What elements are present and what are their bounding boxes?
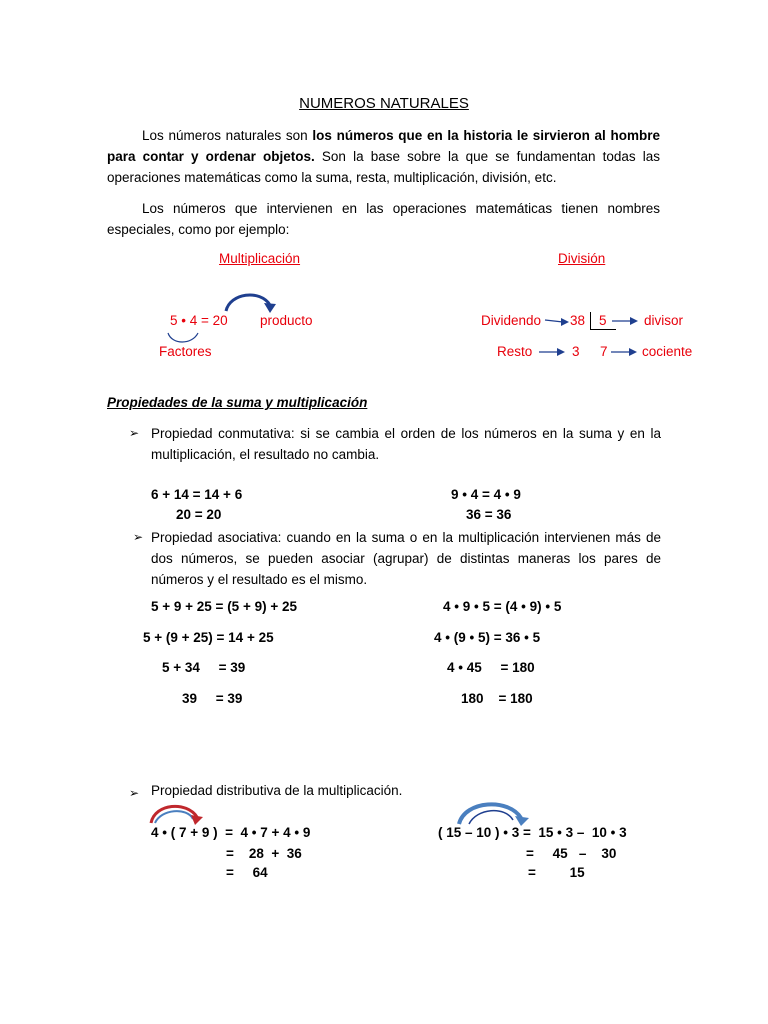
arrow-right-icon: [539, 347, 565, 357]
distributive-right-line1: ( 15 – 10 ) • 3 = 15 • 3 – 10 • 3: [438, 825, 627, 840]
arrow-right-icon: [611, 347, 637, 357]
associative-sum-line3: 5 + 34 = 39: [162, 660, 246, 675]
distributive-right-line3: = 15: [528, 865, 585, 880]
intro-paragraph-2: Los números que intervienen en las operaciones matemáticas tienen nombres especiales, como por ejemplo:: [107, 201, 660, 237]
divisor-label: divisor: [644, 313, 684, 328]
arrow-right-icon: [545, 317, 569, 327]
remainder-label: Resto: [497, 344, 533, 359]
quotient-label: cociente: [642, 344, 693, 359]
commutative-sum-line2: 20 = 20: [176, 507, 222, 522]
associative-sum-line1: 5 + 9 + 25 = (5 + 9) + 25: [151, 599, 297, 614]
quotient-value: 7: [600, 344, 608, 359]
remainder-value: 3: [572, 344, 580, 359]
multiplication-expression: 5 • 4 = 20: [170, 313, 228, 328]
multiplication-heading: Multiplicación: [219, 251, 301, 266]
associative-mult-line2: 4 • (9 • 5) = 36 • 5: [434, 630, 541, 645]
distributive-left-line1: 4 • ( 7 + 9 ) = 4 • 7 + 4 • 9: [151, 825, 311, 840]
distributive-left-line3: = 64: [226, 865, 268, 880]
associative-mult-line4: 180 = 180: [461, 691, 533, 706]
page-title: NUMEROS NATURALES: [299, 95, 469, 112]
division-bar-horizontal: [590, 329, 616, 330]
intro-paragraph-1: Los números naturales son los números que en la historia le sirvieron al hombre para contar y ordenar objetos. Son la base sobre la que se fundamentan todas las operaciones matemáticas como la suma, resta, multiplicación, división, etc.: [107, 128, 660, 185]
commutative-mult-line2: 36 = 36: [466, 507, 512, 522]
arrow-right-icon: [612, 316, 638, 326]
dividend-value: 38: [570, 313, 586, 328]
division-bar-vertical: [590, 312, 591, 330]
associative-property-text: Propiedad asociativa: cuando en la suma o en la multiplicación intervienen más de dos números, se pueden asociar (agrupar) de distintas maneras los pares de números y el resultado es el mismo.: [151, 530, 661, 587]
associative-mult-line1: 4 • 9 • 5 = (4 • 9) • 5: [443, 599, 562, 614]
bullet-arrow-icon: ➢: [133, 530, 144, 544]
associative-mult-line3: 4 • 45 = 180: [447, 660, 535, 675]
commutative-sum-line1: 6 + 14 = 14 + 6: [151, 487, 243, 502]
commutative-mult-line1: 9 • 4 = 4 • 9: [451, 487, 521, 502]
bullet-arrow-icon: ➢: [129, 426, 140, 440]
associative-sum-line2: 5 + (9 + 25) = 14 + 25: [143, 630, 274, 645]
division-heading: División: [558, 251, 606, 266]
curved-arrow-icon: [222, 289, 278, 313]
curved-arrow-blue-icon: [455, 798, 531, 826]
properties-heading: Propiedades de la suma y multiplicación: [107, 395, 368, 410]
factors-bracket-icon: [166, 331, 200, 345]
divisor-value: 5: [599, 313, 607, 328]
product-label: producto: [260, 313, 313, 328]
commutative-property-text: Propiedad conmutativa: si se cambia el orden de los números en la suma y en la multiplicación, el resultado no cambia.: [151, 426, 661, 462]
dividend-label: Dividendo: [481, 313, 542, 328]
associative-sum-line4: 39 = 39: [182, 691, 243, 706]
bullet-arrow-icon: ➢: [129, 786, 140, 800]
factors-label: Factores: [159, 344, 212, 359]
distributive-property-text: Propiedad distributiva de la multiplicación.: [151, 783, 403, 798]
curved-arrow-red-icon: [147, 801, 207, 825]
distributive-left-line2: = 28 + 36: [226, 846, 302, 861]
distributive-right-line2: = 45 – 30: [526, 846, 617, 861]
